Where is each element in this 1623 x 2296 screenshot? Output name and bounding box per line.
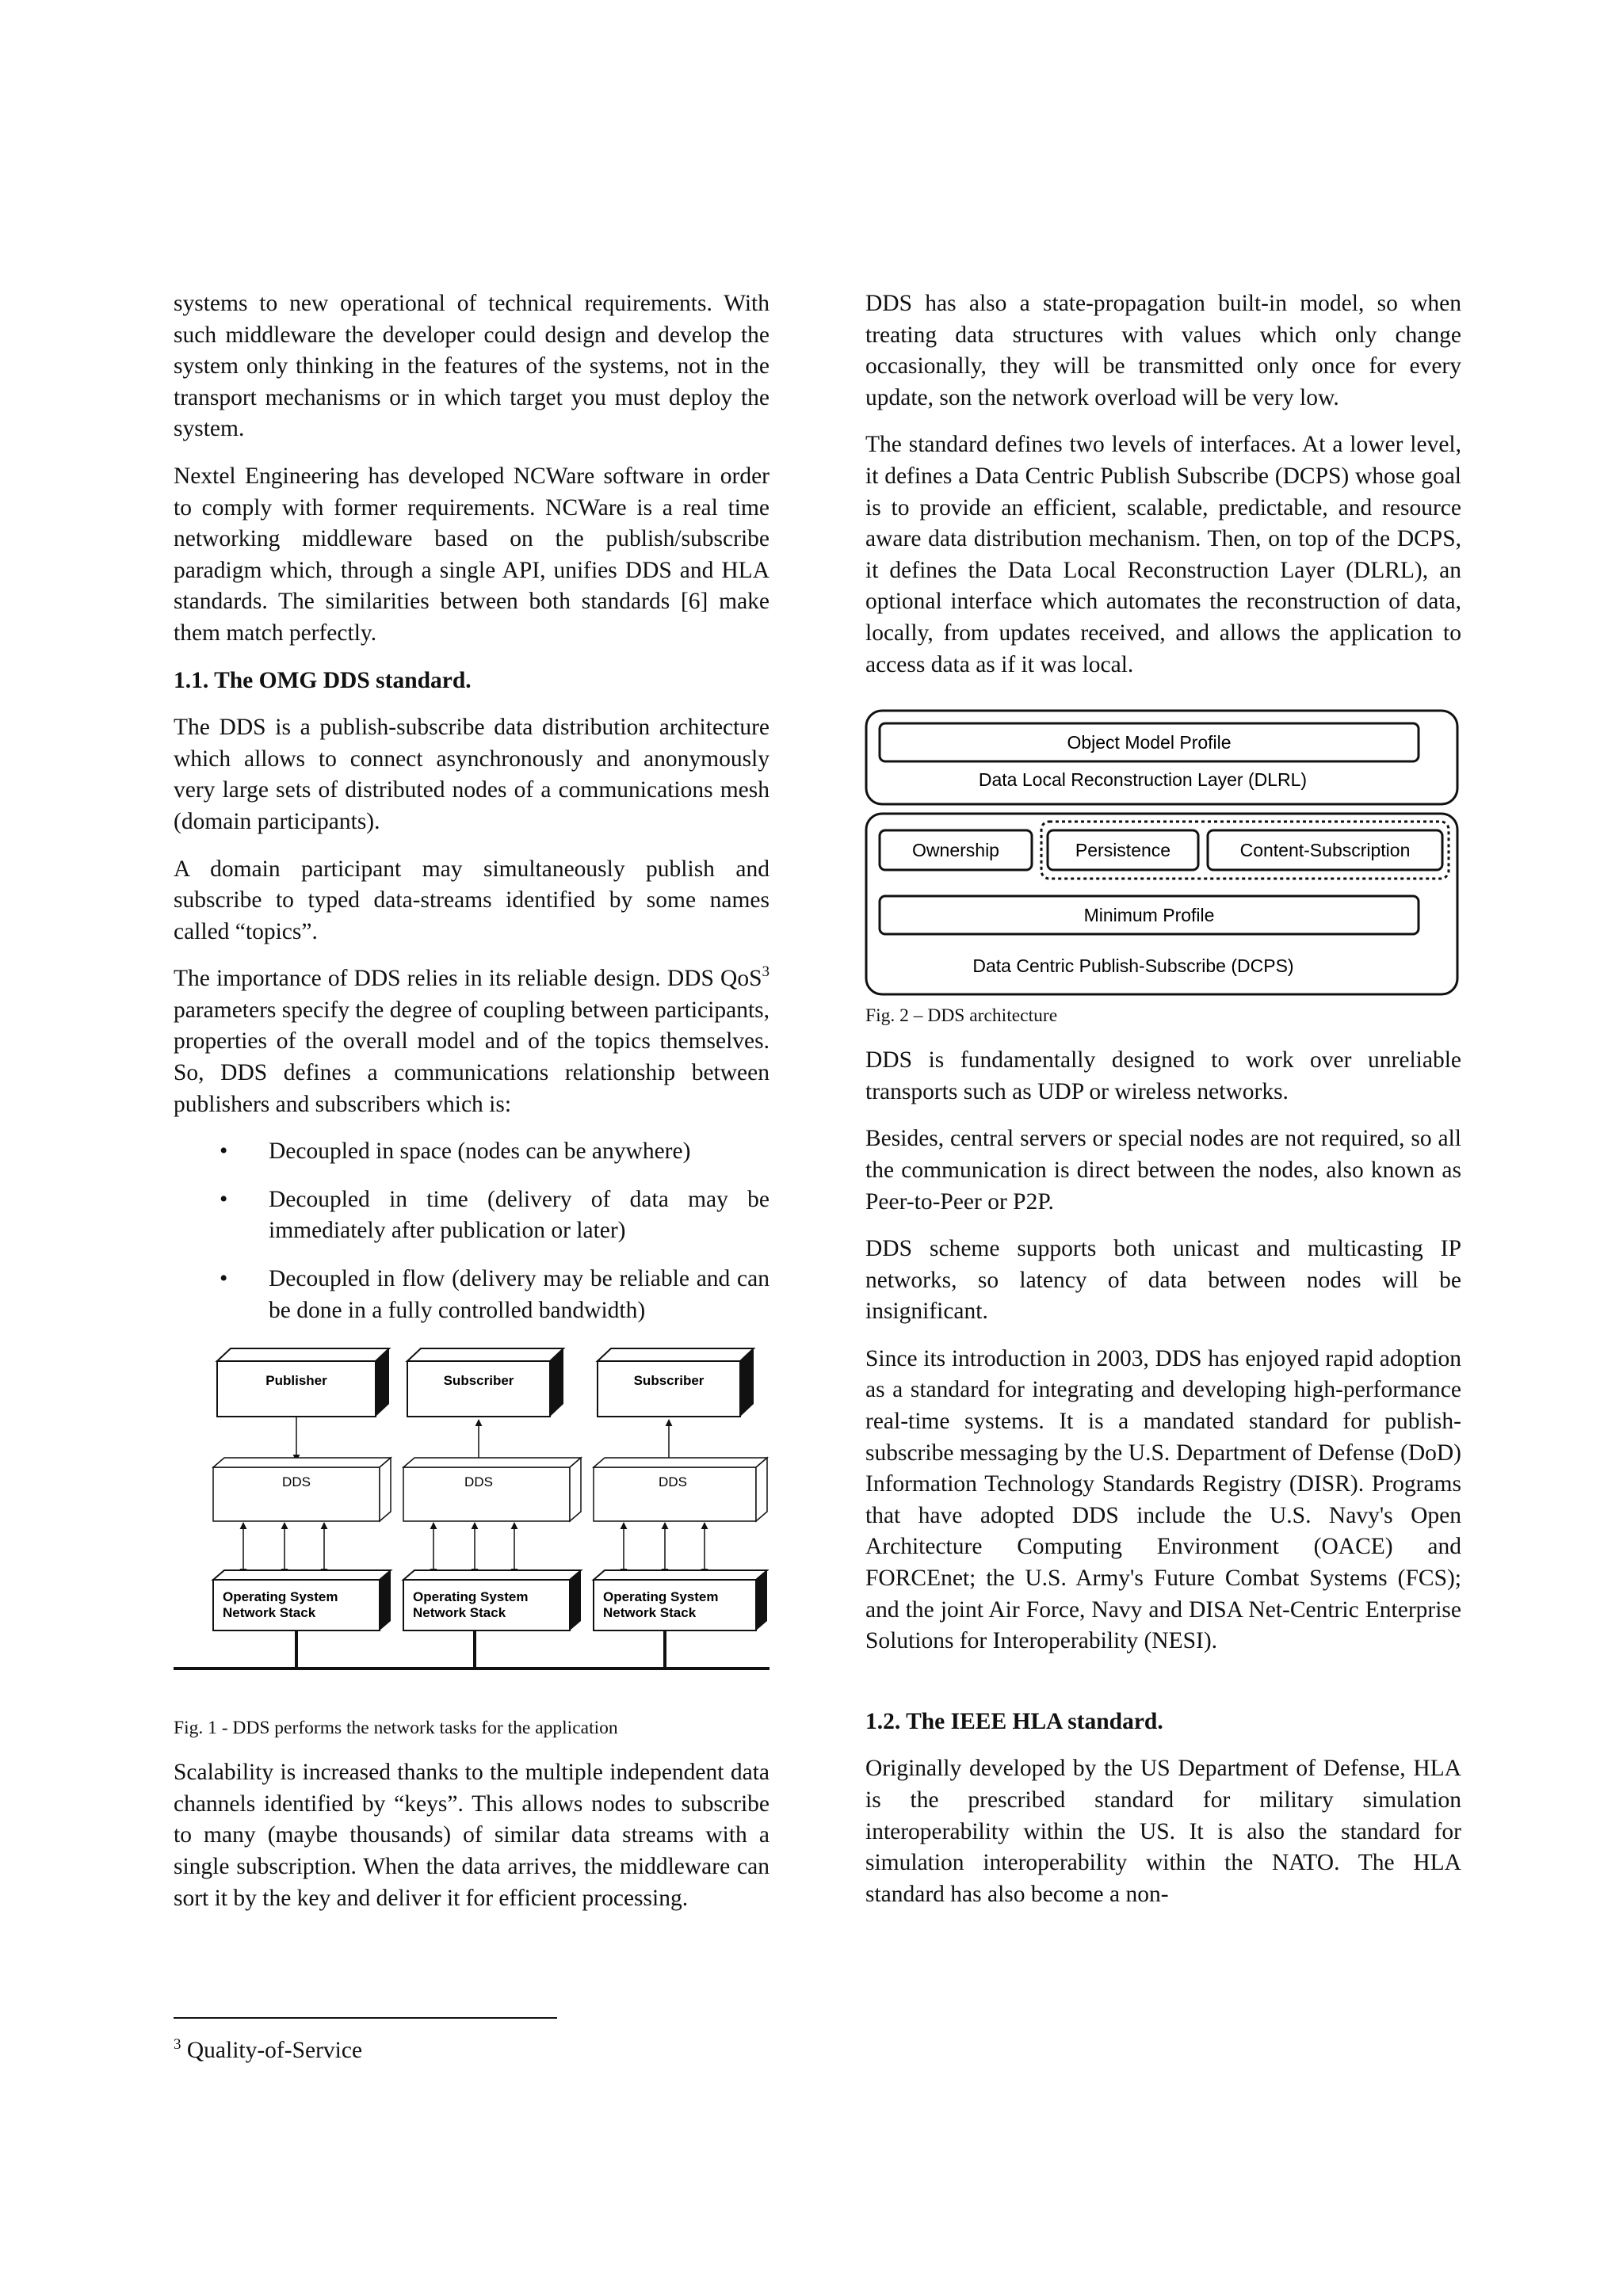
paragraph: DDS scheme supports both unicast and multicasting IP networks, so latency of data between nodes will be insignificant. <box>865 1236 1461 1325</box>
subscriber-box <box>407 1361 550 1417</box>
box-top <box>403 1570 581 1580</box>
dds-label: DDS <box>282 1474 311 1490</box>
persistence-label: Persistence <box>1075 840 1171 861</box>
os-label: Operating System <box>223 1589 338 1605</box>
bullet-icon: • <box>220 1138 228 1165</box>
box-side <box>756 1458 767 1521</box>
footnote-rule <box>174 2017 557 2019</box>
bullet-icon: • <box>220 1266 228 1292</box>
network-stack-label: Network Stack <box>223 1605 316 1621</box>
box-top <box>598 1348 754 1361</box>
publisher-label: Publisher <box>265 1373 327 1389</box>
list-item <box>174 1136 769 1168</box>
dlrl-label: Data Local Reconstruction Layer (DLRL) <box>978 769 1308 791</box>
subscriber-box <box>598 1361 740 1417</box>
box-side <box>570 1458 581 1521</box>
network-stack-label: Network Stack <box>603 1605 697 1621</box>
minimum-profile-label: Minimum Profile <box>1083 905 1215 926</box>
spacer <box>865 1673 1461 1707</box>
node-column-3 <box>594 1348 767 1669</box>
figure-2-dds-architecture-diagram <box>864 696 1463 996</box>
node-column-2 <box>403 1348 581 1669</box>
bullet-list <box>174 1136 769 1326</box>
footnote-text: Quality-of-Service <box>181 2038 363 2063</box>
box-side <box>380 1458 391 1521</box>
list-item <box>174 1184 769 1247</box>
paragraph: The standard defines two levels of interfaces. At a lower level, it defines a Data Centric Publish Subscribe (DCPS) whose goal is to provide an efficient, scalable, predictable, and resource aware data distribution mechanism. Then, on top of the DCPS, it defines the Data Local Reconstruction Layer (DLRL), an optional interface which automates the reconstruction of data, locally, from updates received, and allows the application to access data as if it was local. <box>865 432 1461 677</box>
dcps-label: Data Centric Publish-Subscribe (DCPS) <box>972 955 1294 977</box>
paragraph-text: parameters specify the degree of coupling between participants, properties of the overall model and of the topics themselves. So, DDS defines a communications relationship between publishers and subscribers which is: <box>174 997 769 1117</box>
publisher-box <box>217 1361 376 1417</box>
paragraph: Since its introduction in 2003, DDS has enjoyed rapid adoption as a standard for integrating and developing high-performance real-time systems. It is a mandated standard for publish-subscribe messaging by the U.S. Department of Defense (DoD) Information Technology Standards Registry (DISR). Programs that have adopted DDS include the U.S. Navy's Open Architecture Computing Environment (OACE) and FORCEnet; the U.S. Army's Future Combat Systems (FCS); and the joint Air Force, Navy and DISA Net-Centric Enterprise Solutions for Interoperability (NESI). <box>865 1345 1461 1654</box>
list-item-text: Decoupled in time (delivery of data may be immediately after publication or later) <box>269 1186 769 1244</box>
figure-caption: Fig. 1 - DDS performs the network tasks for the application <box>174 1718 618 1739</box>
paragraph: Originally developed by the US Department of Defense, HLA is the prescribed standard for military simulation interoperability within the US. It is also the standard for simulation interoperability within the NATO. The HLA standard has also become a non- <box>865 1756 1461 1907</box>
paragraph <box>174 963 769 1120</box>
bullet-icon: • <box>220 1186 228 1212</box>
paragraph: Nextel Engineering has developed NCWare software in order to comply with former requirements. NCWare is a real time networking middleware based on the publish/subscribe paradigm which, through a single API, unifies DDS and HLA standards. The similarities between both standards [6] make them match perfectly. <box>174 463 769 646</box>
os-label: Operating System <box>413 1589 529 1605</box>
box-top <box>594 1458 767 1467</box>
paragraph: DDS is fundamentally designed to work over unreliable transports such as UDP or wireless networks. <box>865 1047 1461 1104</box>
ownership-label: Ownership <box>912 840 999 861</box>
paragraph: Scalability is increased thanks to the multiple independent data channels identified by “keys”. This allows nodes to subscribe to many (maybe thousands) of similar data streams with a single subscription. When the data arrives, the middleware can sort it by the key and deliver it for efficient processing. <box>174 1760 769 1911</box>
os-label: Operating System <box>603 1589 719 1605</box>
object-model-profile-label: Object Model Profile <box>1067 732 1232 753</box>
box-top <box>213 1458 391 1467</box>
figure-1-dds-network-diagram <box>174 1344 769 1707</box>
box-top <box>594 1570 767 1580</box>
network-stack-label: Network Stack <box>413 1605 506 1621</box>
subscriber-label: Subscriber <box>443 1373 514 1389</box>
left-column <box>174 288 769 1930</box>
box-top <box>217 1348 389 1361</box>
list-item-text: Decoupled in space (nodes can be anywhere) <box>269 1138 691 1165</box>
box-shadow <box>756 1570 767 1630</box>
content-subscription-label: Content-Subscription <box>1239 840 1411 861</box>
footnote-number: 3 <box>174 2036 181 2053</box>
dds-label: DDS <box>464 1474 493 1490</box>
paragraph: Besides, central servers or special nodes are not required, so all the communication is direct between the nodes, also known as Peer-to-Peer or P2P. <box>865 1126 1461 1215</box>
paragraph: systems to new operational of technical requirements. With such middleware the developer could design and develop the system only thinking in the features of the systems, not in the transport mechanisms or in which target you must deploy the system. <box>174 291 769 442</box>
box-shadow <box>570 1570 581 1630</box>
box-shadow <box>380 1570 391 1630</box>
paragraph: The DDS is a publish-subscribe data distribution architecture which allows to connect asynchronously and anonymously very large sets of distributed nodes of a communications mesh (domain participants). <box>174 715 769 834</box>
section-heading: 1.2. The IEEE HLA standard. <box>865 1708 1163 1734</box>
box-top <box>407 1348 563 1361</box>
box-top <box>213 1570 391 1580</box>
section-heading: 1.1. The OMG DDS standard. <box>174 667 472 693</box>
paragraph: DDS has also a state-propagation built-in model, so when treating data structures with values which only change occasionally, they will be transmitted only once for every update, son the network overload will be very low. <box>865 291 1461 410</box>
subscriber-label: Subscriber <box>633 1373 705 1389</box>
box-top <box>403 1458 581 1467</box>
dds-label: DDS <box>659 1474 687 1490</box>
paragraph-text: The importance of DDS relies in its reliable design. DDS QoS <box>174 966 762 992</box>
footnote <box>174 2031 362 2065</box>
node-column-1 <box>213 1348 391 1669</box>
list-item <box>174 1264 769 1326</box>
footnote-ref[interactable]: 3 <box>762 963 769 981</box>
figure-caption: Fig. 2 – DDS architecture <box>865 1005 1058 1027</box>
paragraph: A domain participant may simultaneously publish and subscribe to typed data-streams identified by some names called “topics”. <box>174 856 769 944</box>
list-item-text: Decoupled in flow (delivery may be reliable and can be done in a fully controlled bandwidth) <box>269 1266 769 1323</box>
right-column <box>865 288 1461 1926</box>
